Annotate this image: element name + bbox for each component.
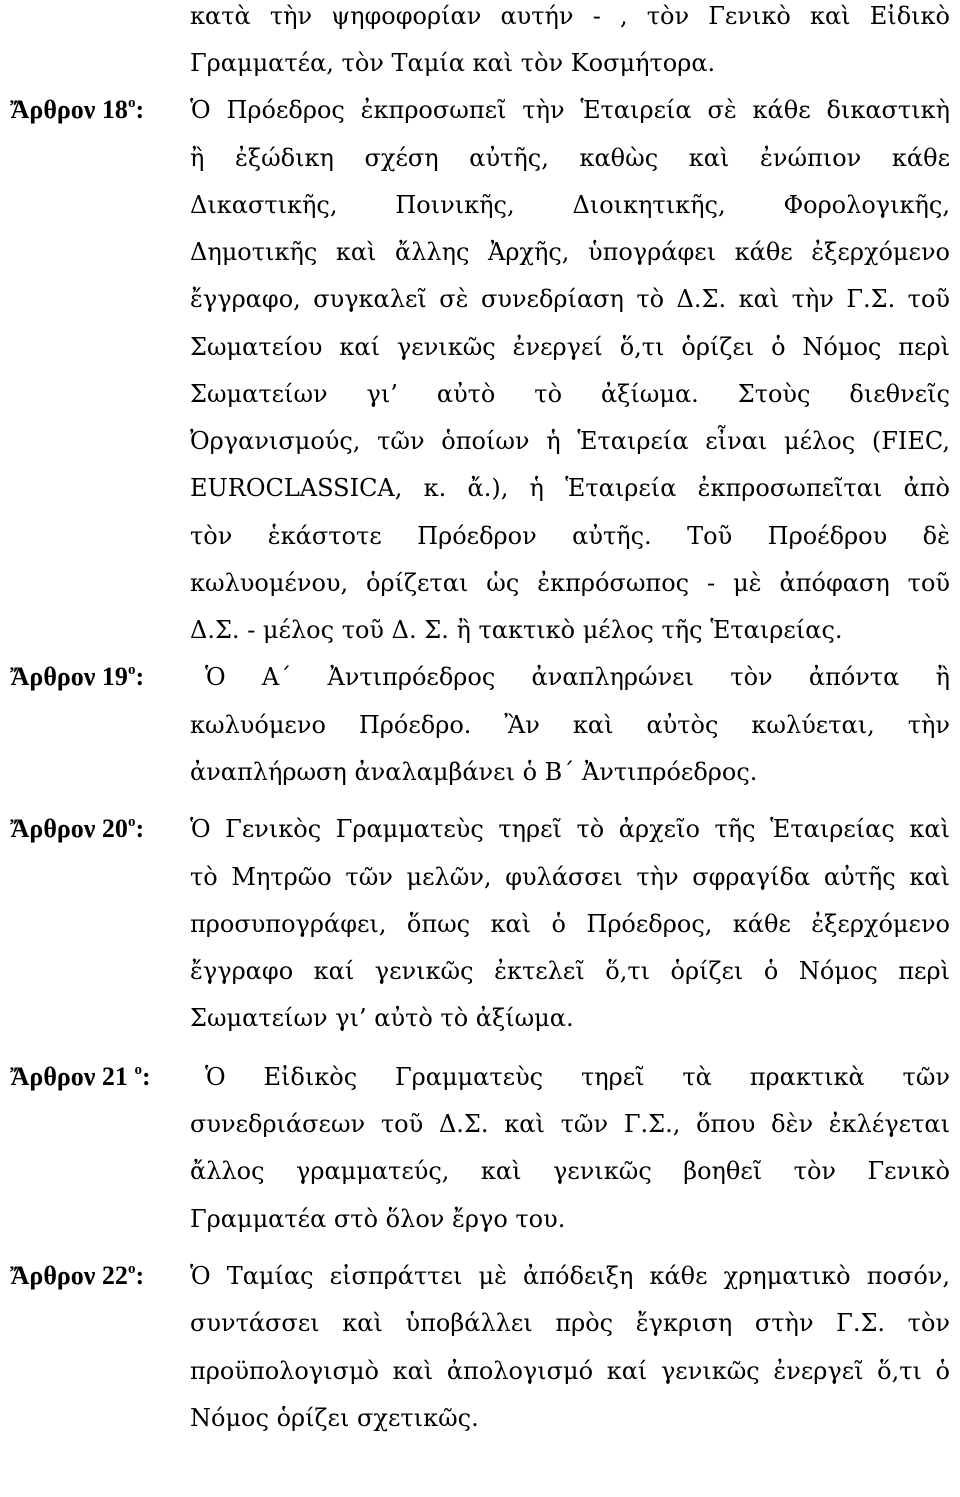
article-22-label xyxy=(10,1260,144,1292)
article-20-label xyxy=(10,813,144,845)
article-18-line: Δικαστικῆς, Ποινικῆς, Διοικητικῆς, Φορολογικῆς, xyxy=(190,191,950,219)
article-ordinal: ο xyxy=(134,1062,142,1078)
article-18-line: τὸν ἑκάστοτε Πρόεδρον αὐτῆς. Τοῦ Προέδρου δὲ xyxy=(190,522,950,550)
article-18-line: Σωματείων γι’ αὐτὸ τὸ ἀξίωμα. Στοὺς διεθνεῖς xyxy=(190,380,950,408)
article-ordinal: ο xyxy=(127,95,136,111)
article-20-line: προσυπογράφει, ὅπως καὶ ὁ Πρόεδρος, κάθε ἐξερχόμενο xyxy=(190,910,950,938)
article-18-line: κωλυομένου, ὁρίζεται ὡς ἐκπρόσωπος - μὲ ἀπόφαση τοῦ xyxy=(190,569,950,597)
article-ordinal: ο xyxy=(127,662,136,678)
article-19-line: ἀναπλήρωση ἀναλαμβάνει ὁ Β΄ Ἀντιπρόεδρος. xyxy=(190,758,758,786)
article-22-line: Νόμος ὁρίζει σχετικῶς. xyxy=(190,1404,479,1432)
article-colon: : xyxy=(135,95,145,124)
article-18-line: EUROCLASSICA, κ. ἄ.), ἡ Ἑταιρεία ἐκπροσωπεῖται ἀπὸ xyxy=(190,474,950,502)
article-21-line: ἄλλος γραμματεύς, καὶ γενικῶς βοηθεῖ τὸν Γενικὸ xyxy=(190,1157,950,1185)
article-label-text: Ἄρθρον 22 xyxy=(10,1261,128,1290)
article-18-line: Ὀργανισμούς, τῶν ὁποίων ἡ Ἑταιρεία εἶναι μέλος (FIEC, xyxy=(190,427,950,455)
article-ordinal: ο xyxy=(127,1261,136,1277)
article-colon: : xyxy=(141,1062,151,1091)
article-20-line: Σωματείων γι’ αὐτὸ τὸ ἀξίωμα. xyxy=(190,1004,574,1032)
article-colon: : xyxy=(135,814,145,843)
article-21-line: Ὁ Εἰδικὸς Γραμματεὺς τηρεῖ τὰ πρακτικὰ τῶν xyxy=(205,1063,950,1091)
article-21-line: συνεδριάσεων τοῦ Δ.Σ. καὶ τῶν Γ.Σ., ὅπου δὲν ἐκλέγεται xyxy=(190,1110,950,1138)
article-label-text: Ἄρθρον 19 xyxy=(10,662,128,691)
article-22-line: συντάσσει καὶ ὑποβάλλει πρὸς ἔγκριση στὴν Γ.Σ. τὸν xyxy=(190,1309,950,1337)
article-18-line: ἢ ἐξώδικη σχέση αὐτῆς, καθὼς καὶ ἐνώπιον κάθε xyxy=(190,144,950,172)
article-colon: : xyxy=(135,662,145,691)
article-ordinal: ο xyxy=(127,814,136,830)
article-18-label xyxy=(10,94,144,126)
article-label-text: Ἄρθρον 20 xyxy=(10,814,128,843)
article-20-line: τὸ Μητρῶο τῶν μελῶν, φυλάσσει τὴν σφραγίδα αὐτῆς καὶ xyxy=(190,863,950,891)
article-18-line: Ὁ Πρόεδρος ἐκπροσωπεῖ τὴν Ἑταιρεία σὲ κάθε δικαστικὴ xyxy=(190,96,950,124)
article-22-line: προϋπολογισμὸ καὶ ἀπολογισμό καί γενικῶς ἐνεργεῖ ὅ,τι ὁ xyxy=(190,1357,950,1385)
article-label-text: Ἄρθρον 21 xyxy=(10,1062,128,1091)
article-19-label xyxy=(10,661,144,693)
article-22-line: Ὁ Ταμίας εἰσπράττει μὲ ἀπόδειξη κάθε χρηματικὸ ποσόν, xyxy=(190,1262,950,1290)
article-20-line: Ὁ Γενικὸς Γραμματεὺς τηρεῖ τὸ ἀρχεῖο τῆς Ἑταιρείας καὶ xyxy=(190,815,950,843)
article-18-line: Σωματείου καί γενικῶς ἐνεργεί ὅ,τι ὁρίζει ὁ Νόμος περὶ xyxy=(190,333,950,361)
intro-line: κατὰ τὴν ψηφοφορίαν αυτήν - , τὸν Γενικὸ καὶ Εἰδικὸ xyxy=(190,2,950,30)
article-18-line: Δ.Σ. - μέλος τοῦ Δ. Σ. ἢ τακτικὸ μέλος τῆς Ἑταιρείας. xyxy=(190,616,843,644)
article-18-line: Δημοτικῆς καὶ ἄλλης Ἀρχῆς, ὑπογράφει κάθε ἐξερχόμενο xyxy=(190,238,950,266)
article-21-line: Γραμματέα στὸ ὅλον ἔργο του. xyxy=(190,1205,566,1233)
article-21-label xyxy=(10,1061,151,1093)
article-19-line: Ὁ Α΄ Ἀντιπρόεδρος ἀναπληρώνει τὸν ἀπόντα ἢ xyxy=(205,663,950,691)
article-colon: : xyxy=(135,1261,145,1290)
article-label-text: Ἄρθρον 18 xyxy=(10,95,128,124)
article-19-line: κωλυόμενο Πρόεδρο. Ἂν καὶ αὐτὸς κωλύεται, τὴν xyxy=(190,711,950,739)
article-20-line: ἔγγραφο καί γενικῶς ἐκτελεῖ ὅ,τι ὁρίζει ὁ Νόμος περὶ xyxy=(190,957,950,985)
intro-line: Γραμματέα, τὸν Ταμία καὶ τὸν Κοσμήτορα. xyxy=(190,49,716,77)
article-18-line: ἔγγραφο, συγκαλεῖ σὲ συνεδρίαση τὸ Δ.Σ. καὶ τὴν Γ.Σ. τοῦ xyxy=(190,285,950,313)
